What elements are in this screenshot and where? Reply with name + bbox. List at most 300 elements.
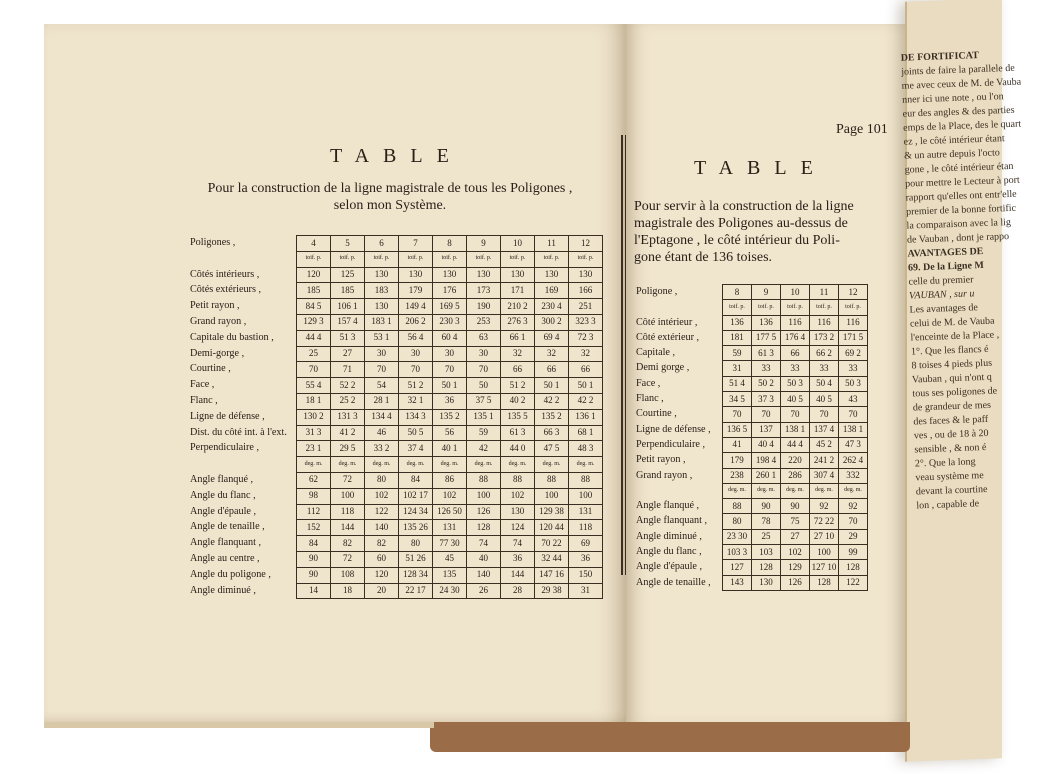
right-table-subtitle — [634, 198, 902, 266]
table-row — [723, 422, 868, 437]
table-row — [723, 545, 868, 560]
table-cell: 137 4 — [810, 422, 839, 437]
table-cell: 48 3 — [569, 441, 603, 457]
table-cell: 18 — [331, 583, 365, 599]
table-cell: 171 — [501, 283, 535, 299]
book-edge-pages — [44, 722, 434, 728]
table-cell: 4 — [297, 236, 331, 252]
table-cell: 144 — [501, 567, 535, 583]
table-cell: toif. p. — [535, 251, 569, 267]
right-subtitle-line: Pour servir à la construction de la ligne — [634, 199, 854, 214]
table-cell: 27 — [781, 529, 810, 544]
table-cell: 100 — [467, 488, 501, 504]
table-cell: 120 — [297, 267, 331, 283]
table-row — [297, 393, 603, 409]
table-cell: 11 — [810, 285, 839, 300]
row-label: Angle flanqué , — [636, 500, 700, 512]
table-cell: 50 4 — [810, 376, 839, 391]
table-cell: 144 — [331, 520, 365, 536]
table-cell: 102 — [781, 545, 810, 560]
table-cell: 171 5 — [839, 330, 868, 345]
table-row — [297, 583, 603, 599]
row-label: Angle diminué , — [190, 584, 256, 596]
table-cell: 147 16 — [535, 567, 569, 583]
row-label: Côté intérieur , — [636, 316, 698, 328]
left-subtitle-line-1: Pour la construction de la ligne magistrale de tous les Poligones , — [207, 181, 573, 196]
table-cell: 40 5 — [781, 392, 810, 407]
table-cell: 7 — [399, 236, 433, 252]
right-subtitle-line: magistrale des Poligones au-dessus de — [634, 216, 848, 231]
facing-page-line: l'enceinte de la Place , — [910, 329, 1000, 344]
table-cell: 55 4 — [297, 378, 331, 394]
table-cell: 130 — [501, 267, 535, 283]
table-cell: 50 — [467, 378, 501, 394]
table-cell: 134 4 — [365, 409, 399, 425]
row-label: Angle d'épaule , — [190, 505, 257, 517]
row-label: Angle au centre , — [190, 552, 260, 564]
table-cell: 185 — [297, 283, 331, 299]
facing-page-line: AVANTAGES DE — [907, 245, 984, 260]
table-cell: 66 3 — [535, 425, 569, 441]
row-label: Angle de tenaille , — [636, 576, 711, 588]
table-cell: deg. m. — [365, 457, 399, 473]
row-label: Flanc , — [636, 393, 664, 405]
table-cell: 20 — [365, 583, 399, 599]
table-cell: 66 — [781, 346, 810, 361]
facing-page-line: DE FORTIFICAT — [900, 50, 979, 64]
table-cell: 134 3 — [399, 409, 433, 425]
table-cell: 332 — [839, 468, 868, 483]
row-label: Grand rayon , — [636, 469, 693, 481]
table-cell: deg. m. — [569, 457, 603, 473]
row-label: Poligone , — [636, 286, 678, 297]
table-row — [723, 453, 868, 468]
table-cell: toif. p. — [569, 251, 603, 267]
table-cell: 40 1 — [433, 441, 467, 457]
table-cell: 150 — [569, 567, 603, 583]
table-cell: 70 — [467, 362, 501, 378]
facing-page-line: veau système me — [915, 470, 984, 484]
facing-page-line: la comparaison avec la lig — [906, 216, 1012, 232]
table-cell: 130 2 — [297, 409, 331, 425]
facing-page-line: lon , capable de — [916, 498, 980, 512]
table-cell: 56 4 — [399, 330, 433, 346]
table-cell: 30 — [467, 346, 501, 362]
table-cell: 34 5 — [723, 392, 752, 407]
table-cell: 8 — [433, 236, 467, 252]
table-cell: 56 — [433, 425, 467, 441]
row-label: Poligones , — [190, 237, 236, 248]
table-cell: 185 — [331, 283, 365, 299]
table-cell: 75 — [781, 514, 810, 529]
table-cell: 10 — [781, 285, 810, 300]
table-cell: 47 5 — [535, 441, 569, 457]
table-cell: 70 — [297, 362, 331, 378]
table-cell: 88 — [501, 472, 535, 488]
table-cell: 27 10 — [810, 529, 839, 544]
table-cell: 25 — [297, 346, 331, 362]
table-row — [723, 468, 868, 483]
table-row — [723, 346, 868, 361]
table-cell: 108 — [331, 567, 365, 583]
row-label: Côté extérieur , — [636, 331, 700, 343]
table-cell: 190 — [467, 299, 501, 315]
row-label: Angle diminué , — [636, 530, 702, 542]
table-cell: 100 — [810, 545, 839, 560]
table-cell: 36 — [569, 551, 603, 567]
table-row — [723, 407, 868, 422]
table-row — [723, 575, 868, 590]
table-row — [297, 567, 603, 583]
table-cell: 60 4 — [433, 330, 467, 346]
table-cell: 138 1 — [781, 422, 810, 437]
table-row — [723, 376, 868, 391]
table-cell: 40 2 — [501, 393, 535, 409]
table-cell: deg. m. — [839, 483, 868, 498]
table-cell: 88 — [467, 472, 501, 488]
table-row — [297, 536, 603, 552]
table-cell: 92 — [839, 499, 868, 514]
facing-page-line: & un autre depuis l'octo — [903, 147, 1000, 162]
column-divider-thin — [625, 135, 626, 575]
row-label: Angle flanquant , — [190, 537, 262, 549]
table-cell: 43 — [839, 392, 868, 407]
table-cell: 18 1 — [297, 393, 331, 409]
table-cell: 128 — [810, 575, 839, 590]
table-cell: 59 — [467, 425, 501, 441]
table-row — [297, 457, 603, 473]
table-cell: 276 3 — [501, 314, 535, 330]
table-cell: 116 — [839, 315, 868, 330]
table-cell: 51 4 — [723, 376, 752, 391]
table-cell: deg. m. — [501, 457, 535, 473]
table-cell: 307 4 — [810, 468, 839, 483]
row-label: Angle flanquant , — [636, 515, 708, 527]
row-label: Perpendiculaire , — [190, 442, 260, 454]
table-cell: 149 4 — [399, 299, 433, 315]
right-subtitle-line: gone étant de 136 toises. — [634, 250, 773, 265]
table-cell: 130 — [365, 299, 399, 315]
table-cell: 14 — [297, 583, 331, 599]
facing-page-line: eur des angles & des parties — [902, 104, 1015, 120]
table-cell: deg. m. — [752, 483, 781, 498]
table-cell: 32 — [535, 346, 569, 362]
table-cell: 131 3 — [331, 409, 365, 425]
table-cell: 127 10 — [810, 560, 839, 575]
table-cell: 129 38 — [535, 504, 569, 520]
table-cell: 140 — [365, 520, 399, 536]
table-cell: 176 — [433, 283, 467, 299]
table-cell: 66 1 — [501, 330, 535, 346]
table-row — [723, 330, 868, 345]
table-cell: 11 — [535, 236, 569, 252]
table-cell: 78 — [752, 514, 781, 529]
table-cell: 51 26 — [399, 551, 433, 567]
table-cell: 210 2 — [501, 299, 535, 315]
table-cell: 99 — [839, 545, 868, 560]
table-cell: 128 — [752, 560, 781, 575]
table-cell: 128 34 — [399, 567, 433, 583]
table-cell: 90 — [752, 499, 781, 514]
facing-page-line: celui de M. de Vauba — [909, 315, 995, 330]
facing-page-line: emps de la Place, des le quart — [902, 118, 1022, 134]
table-cell: 253 — [467, 314, 501, 330]
table-cell: 130 — [467, 267, 501, 283]
table-cell: 130 — [433, 267, 467, 283]
table-cell: 42 2 — [535, 393, 569, 409]
table-cell: 181 — [723, 330, 752, 345]
row-label: Courtine , — [190, 363, 231, 375]
table-cell: 37 3 — [752, 392, 781, 407]
table-cell: 59 — [723, 346, 752, 361]
table-cell: 102 17 — [399, 488, 433, 504]
table-cell: toif. p. — [781, 300, 810, 315]
table-cell: 9 — [752, 285, 781, 300]
row-label: Angle du flanc , — [636, 546, 702, 558]
table-cell: 31 3 — [297, 425, 331, 441]
table-row — [723, 514, 868, 529]
table-row — [723, 529, 868, 544]
table-cell: toif. p. — [297, 251, 331, 267]
left-table-title: TABLE — [330, 145, 463, 167]
left-row-labels — [190, 235, 287, 598]
table-cell: 72 — [331, 551, 365, 567]
row-label: Capitale du bastion , — [190, 331, 274, 343]
table-cell: 69 — [569, 536, 603, 552]
table-cell: 71 — [331, 362, 365, 378]
row-label: Angle du poligone , — [190, 568, 271, 580]
table-cell: 100 — [331, 488, 365, 504]
table-cell: deg. m. — [467, 457, 501, 473]
table-row — [297, 314, 603, 330]
table-cell: 140 — [467, 567, 501, 583]
facing-page-line: Vauban , qui n'ont q — [911, 371, 992, 386]
table-cell: 127 — [723, 560, 752, 575]
facing-page-line: 8 toises 4 pieds plus — [911, 357, 993, 372]
row-label — [190, 456, 287, 472]
table-cell: 136 — [752, 315, 781, 330]
table-cell: 122 — [365, 504, 399, 520]
table-cell: deg. m. — [297, 457, 331, 473]
table-cell: 262 4 — [839, 453, 868, 468]
facing-page-line: me avec ceux de M. de Vauba — [901, 76, 1022, 92]
table-cell: 8 — [723, 285, 752, 300]
table-cell: 106 1 — [331, 299, 365, 315]
table-cell: 70 — [365, 362, 399, 378]
table-cell: 230 3 — [433, 314, 467, 330]
row-label: Flanc , — [190, 394, 218, 406]
table-cell: 45 — [433, 551, 467, 567]
table-cell: toif. p. — [752, 300, 781, 315]
table-cell: 136 5 — [723, 422, 752, 437]
table-cell: 33 — [839, 361, 868, 376]
row-label: Angle de tenaille , — [190, 521, 265, 533]
table-row — [723, 392, 868, 407]
facing-page-line: sensible , & non é — [914, 441, 987, 456]
left-subtitle-line-2: selon mon Système. — [333, 198, 447, 213]
table-cell: 28 1 — [365, 393, 399, 409]
table-cell: 50 3 — [839, 376, 868, 391]
table-cell: 135 26 — [399, 520, 433, 536]
table-cell: toif. p. — [331, 251, 365, 267]
table-cell: 152 — [297, 520, 331, 536]
table-row — [297, 520, 603, 536]
table-cell: 23 30 — [723, 529, 752, 544]
table-cell: 131 — [433, 520, 467, 536]
table-cell: deg. m. — [433, 457, 467, 473]
table-cell: 84 5 — [297, 299, 331, 315]
facing-page-line: celle du premier — [908, 274, 974, 288]
facing-page-line: joints de faire la parallele de — [901, 62, 1015, 78]
table-cell: 70 — [781, 407, 810, 422]
table-cell: 69 2 — [839, 346, 868, 361]
table-cell: 137 — [752, 422, 781, 437]
table-cell: 33 — [781, 361, 810, 376]
row-label: Petit rayon , — [636, 454, 686, 466]
table-cell: 88 — [569, 472, 603, 488]
table-cell: 6 — [365, 236, 399, 252]
table-cell: 50 2 — [752, 376, 781, 391]
table-cell: 25 — [752, 529, 781, 544]
table-cell: 53 1 — [365, 330, 399, 346]
table-cell: 126 — [781, 575, 810, 590]
table-cell: 29 5 — [331, 441, 365, 457]
table-cell: 63 — [467, 330, 501, 346]
table-cell: 30 — [365, 346, 399, 362]
table-cell: 5 — [331, 236, 365, 252]
facing-page-line: tous ses poligones de — [912, 385, 998, 400]
table-row — [297, 330, 603, 346]
table-row — [723, 483, 868, 498]
left-table-subtitle — [160, 180, 620, 214]
table-cell: 37 4 — [399, 441, 433, 457]
table-cell: 90 — [297, 551, 331, 567]
table-cell: 241 2 — [810, 453, 839, 468]
book-edge — [430, 722, 910, 752]
table-row — [297, 236, 603, 252]
table-cell: toif. p. — [501, 251, 535, 267]
page-number: Page 101 — [836, 122, 888, 137]
row-label: Ligne de défense , — [636, 423, 711, 435]
table-cell: 62 — [297, 472, 331, 488]
table-cell: 70 — [752, 407, 781, 422]
table-cell: 33 2 — [365, 441, 399, 457]
table-row — [723, 285, 868, 300]
table-cell: 69 4 — [535, 330, 569, 346]
table-cell: 157 4 — [331, 314, 365, 330]
table-row — [297, 362, 603, 378]
table-cell: 84 — [399, 472, 433, 488]
table-cell: 220 — [781, 453, 810, 468]
table-cell: 102 — [365, 488, 399, 504]
table-cell: 126 — [467, 504, 501, 520]
table-cell: 31 — [723, 361, 752, 376]
table-cell: 129 3 — [297, 314, 331, 330]
table-cell: 46 — [365, 425, 399, 441]
table-cell: 98 — [297, 488, 331, 504]
table-row — [297, 409, 603, 425]
table-cell: 100 — [535, 488, 569, 504]
table-cell: 122 — [839, 575, 868, 590]
table-cell: 286 — [781, 468, 810, 483]
row-label: Demi-gorge , — [190, 347, 245, 359]
table-cell: 173 2 — [810, 330, 839, 345]
table-cell: 135 2 — [535, 409, 569, 425]
row-label: Grand rayon , — [190, 315, 247, 327]
row-label: Demi gorge , — [636, 362, 690, 374]
row-label — [190, 251, 287, 267]
table-row — [723, 499, 868, 514]
table-cell: 41 2 — [331, 425, 365, 441]
table-cell: 32 1 — [399, 393, 433, 409]
table-cell: 136 1 — [569, 409, 603, 425]
table-cell: 37 5 — [467, 393, 501, 409]
table-cell: 50 1 — [433, 378, 467, 394]
table-cell: 323 3 — [569, 314, 603, 330]
row-label: Côtés extérieurs , — [190, 284, 262, 296]
table-cell: 44 4 — [297, 330, 331, 346]
table-cell: 125 — [331, 267, 365, 283]
table-cell: 31 — [569, 583, 603, 599]
facing-page-line: ves , ou de 18 à 20 — [913, 427, 989, 442]
table-cell: 173 — [467, 283, 501, 299]
table-row — [297, 472, 603, 488]
table-cell: 103 — [752, 545, 781, 560]
table-row — [723, 361, 868, 376]
row-label: Angle du flanc , — [190, 489, 256, 501]
table-cell: 206 2 — [399, 314, 433, 330]
table-cell: 70 — [810, 407, 839, 422]
table-cell: 88 — [535, 472, 569, 488]
table-cell: 29 38 — [535, 583, 569, 599]
row-label: Ligne de défense , — [190, 410, 265, 422]
table-cell: 54 — [365, 378, 399, 394]
table-cell: 128 — [467, 520, 501, 536]
table-cell: 130 — [535, 267, 569, 283]
row-label: Angle d'épaule , — [636, 561, 703, 573]
table-cell: 10 — [501, 236, 535, 252]
facing-page-line: de Vauban , dont je rappo — [906, 231, 1010, 246]
facing-page-line: des faces & le paff — [913, 413, 989, 428]
table-cell: 128 — [839, 560, 868, 575]
row-label: Dist. du côté int. à l'ext. — [190, 426, 287, 438]
table-cell: 26 — [467, 583, 501, 599]
table-cell: 238 — [723, 468, 752, 483]
table-cell: 135 — [433, 567, 467, 583]
table-cell: 102 — [433, 488, 467, 504]
row-label: Côtés intérieurs , — [190, 268, 260, 280]
table-cell: 50 3 — [781, 376, 810, 391]
row-label: Petit rayon , — [190, 300, 240, 312]
table-row — [723, 560, 868, 575]
table-cell: 84 — [297, 536, 331, 552]
table-cell: 124 34 — [399, 504, 433, 520]
table-cell: 28 — [501, 583, 535, 599]
table-cell: 179 — [399, 283, 433, 299]
table-cell: 74 — [467, 536, 501, 552]
right-table-title: TABLE — [694, 157, 827, 179]
table-cell: 51 2 — [501, 378, 535, 394]
table-cell: 130 — [365, 267, 399, 283]
table-cell: 42 2 — [569, 393, 603, 409]
table-cell: 44 0 — [501, 441, 535, 457]
right-row-labels — [636, 284, 711, 590]
table-cell: 66 — [569, 362, 603, 378]
table-cell: toif. p. — [723, 300, 752, 315]
table-cell: 118 — [569, 520, 603, 536]
table-cell: 102 — [501, 488, 535, 504]
table-cell: deg. m. — [399, 457, 433, 473]
